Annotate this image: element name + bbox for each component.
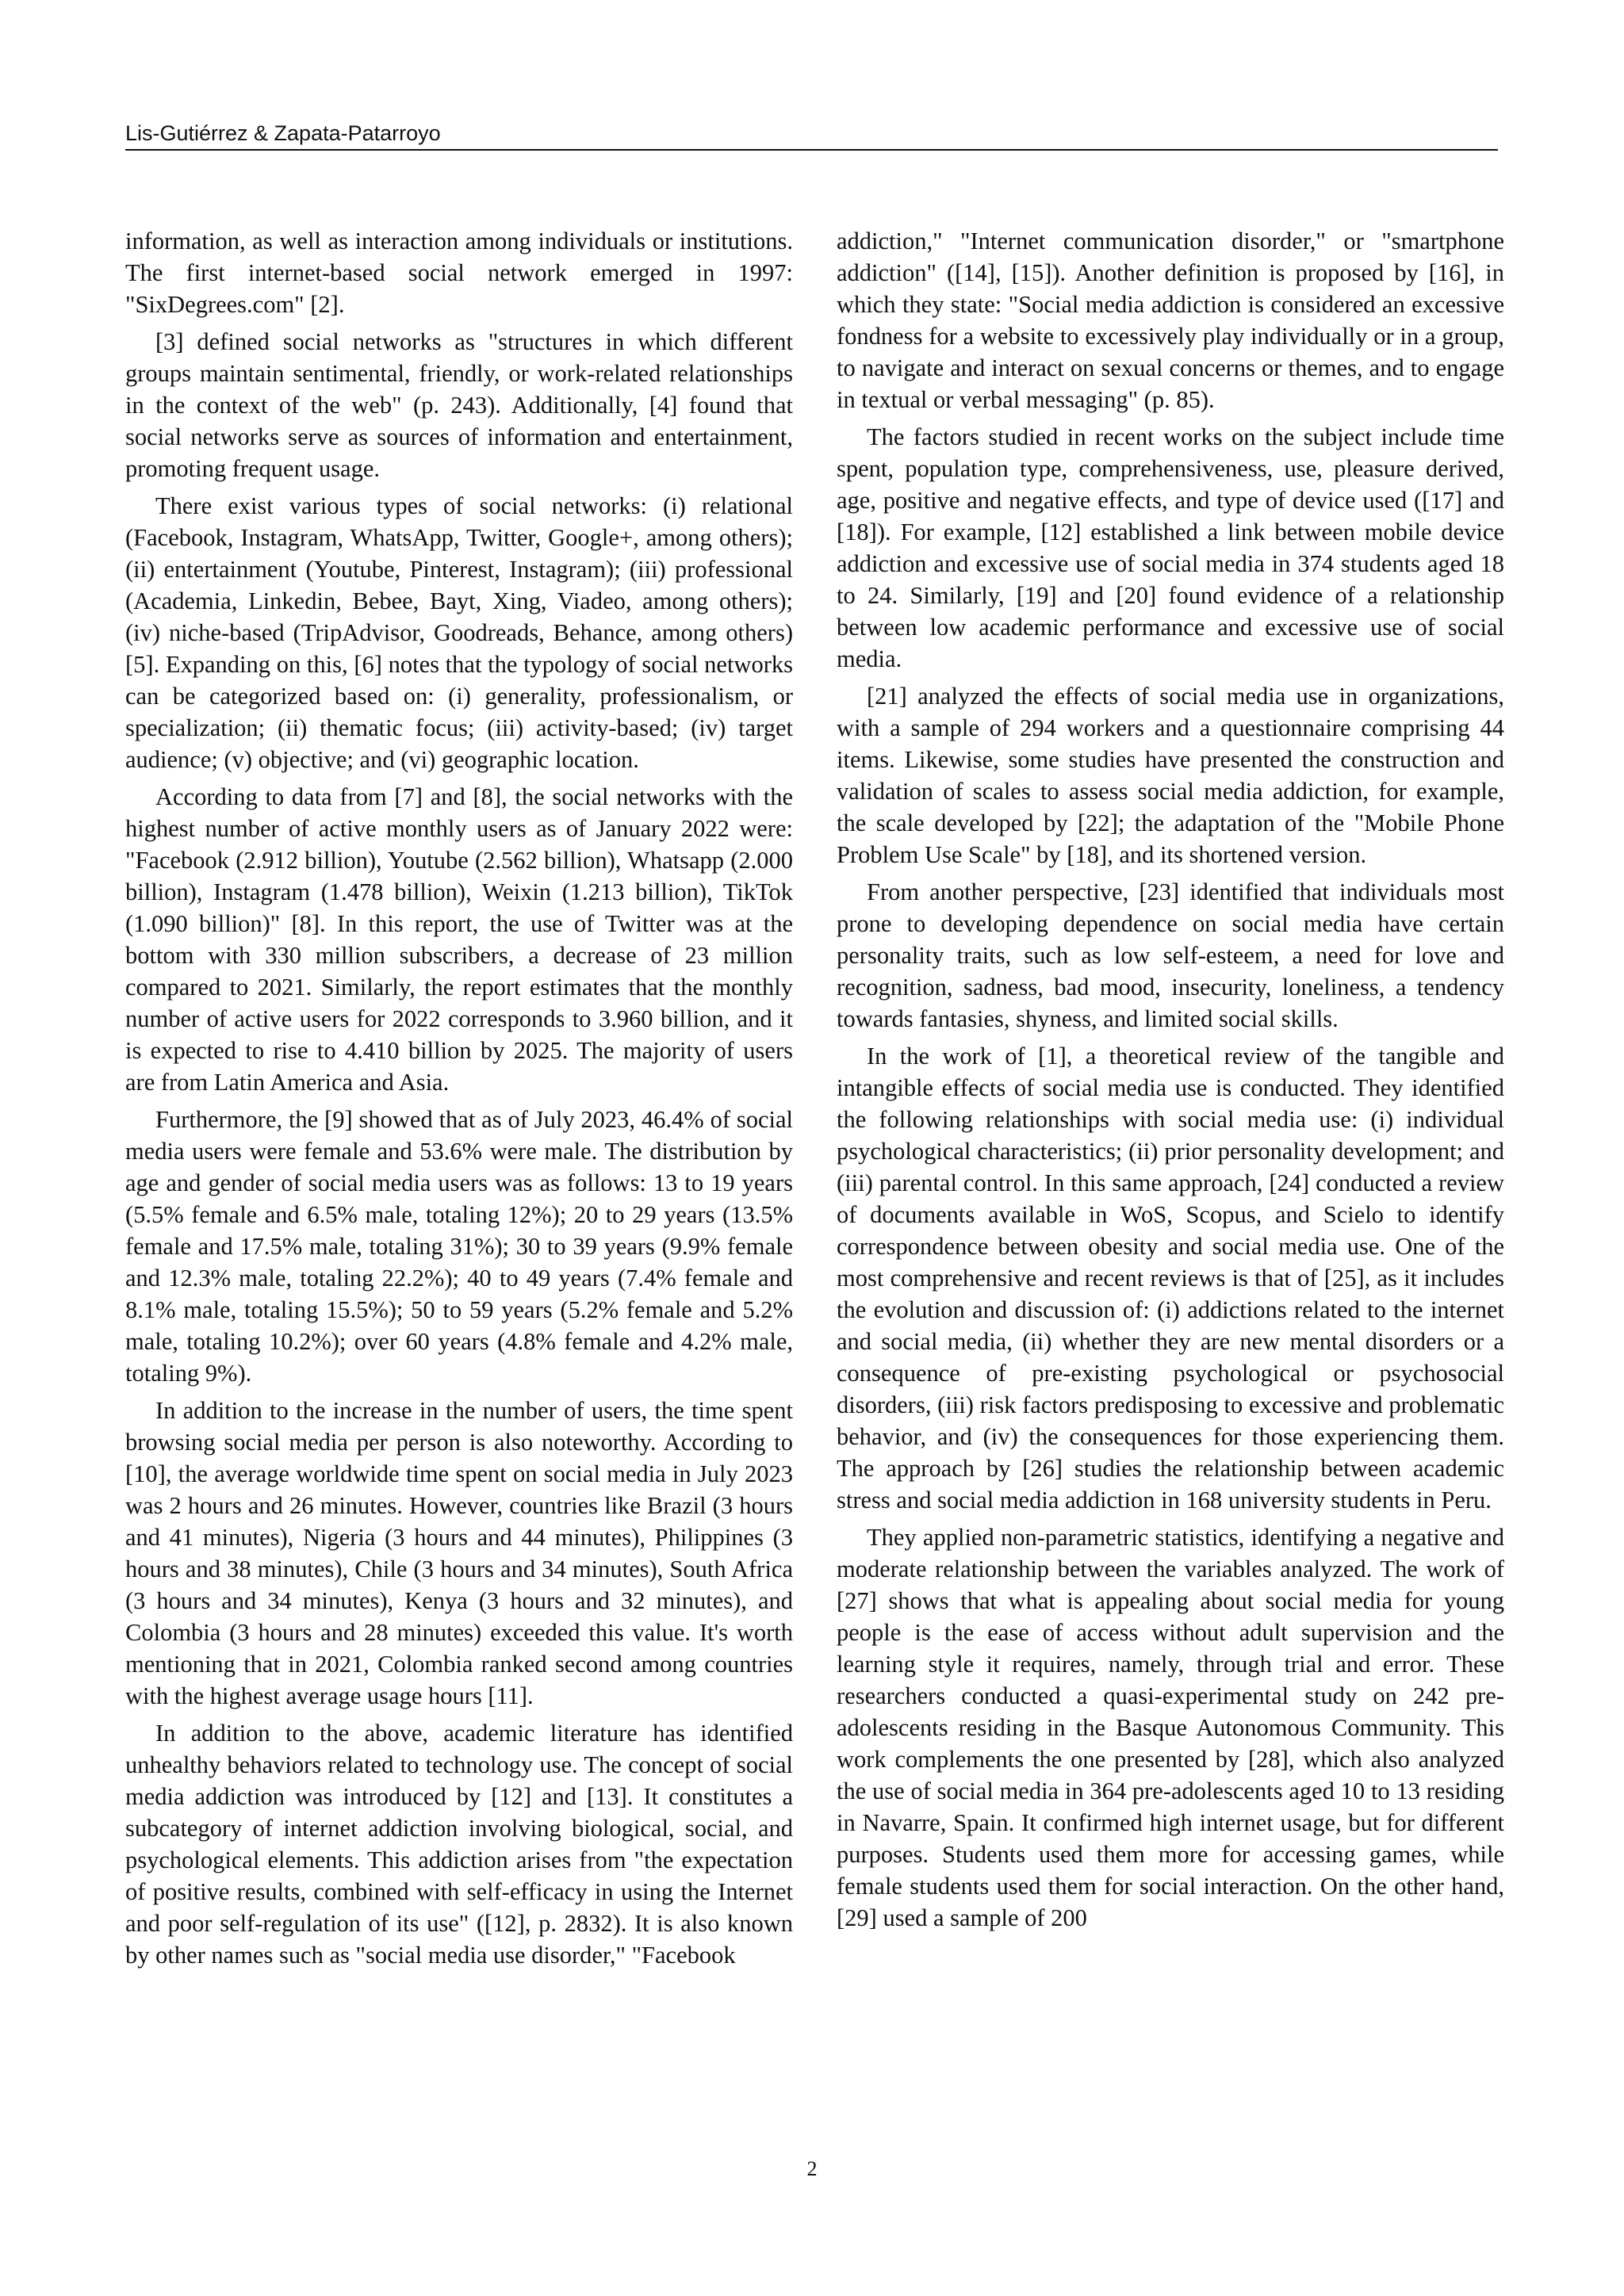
paragraph: According to data from [7] and [8], the social networks with the highest number of active monthly users as of January 2022 were: "Facebook (2.912 billion), Youtube (2.562 billion), Whatsapp (2.000 billion), Instagram (1.478 billion), Weixin (1.213 billion), TikTok (1.090 billion)" [8]. In this report, the use of Twitter was at the bottom with 330 million subscribers, a decrease of 23 million compared to 2021. Similarly, the report estimates that the monthly number of active users for 2022 corresponds to 3.960 billion, and it is expected to rise to 4.410 billion by 2025. The majority of users are from Latin America and Asia.	[125, 783, 793, 1096]
paragraph: [21] analyzed the effects of social media use in organizations, with a sample of 294 workers and a questionnaire comprising 44 items. Likewise, some studies have presented the construction and validation of scales to assess social media addiction, for example, the scale developed by [22]; the adaptation of the "Mobile Phone Problem Use Scale" by [18], and its shortened version.	[837, 683, 1504, 868]
page-number: 2	[806, 2157, 818, 2180]
paragraph: Furthermore, the [9] showed that as of July 2023, 46.4% of social media users were female and 53.6% were male. The distribution by age and gender of social media users was as follows: 13 to 19 years (5.5% female and 6.5% male, totaling 12%); 20 to 29 years (13.5% female and 17.5% male, totaling 31%); 30 to 39 years (9.9% female and 12.3% male, totaling 22.2%); 40 to 49 years (7.4% female and 8.1% male, totaling 15.5%); 50 to 59 years (5.2% female and 5.2% male, totaling 10.2%); over 60 years (4.8% female and 4.2% male, totaling 9%).	[125, 1106, 793, 1387]
paragraph: addiction," "Internet communication disorder," or "smartphone addiction" ([14], [15]). Another definition is proposed by [16], in which they state: "Social media addiction is considered an excessive fondness for a website to excessively play individually or in a group, to navigate and interact on sexual concerns or themes, and to engage in textual or verbal messaging" (p. 85).	[837, 228, 1504, 413]
left-column	[125, 225, 793, 1976]
paragraph: [3] defined social networks as "structures in which different groups maintain sentimental, friendly, or work-related relationships in the context of the web" (p. 243). Additionally, [4] found that social networks serve as sources of information and entertainment, promoting frequent usage.	[125, 328, 793, 482]
paragraph: In the work of [1], a theoretical review of the tangible and intangible effects of social media use is conducted. They identified the following relationships with social media use: (i) individual psychological characteristics; (ii) prior personality development; and (iii) parental control. In this same approach, [24] conducted a review of documents available in WoS, Scopus, and Scielo to identify correspondence between obesity and social media use. One of the most comprehensive and recent reviews is that of [25], as it includes the evolution and discussion of: (i) addictions related to the internet and social media, (ii) whether they are new mental disorders or a consequence of pre-existing psychological or psychosocial disorders, (iii) risk factors predisposing to excessive and problematic behavior, and (iv) the consequences for those experiencing them. The approach by [26] studies the relationship between academic stress and social media addiction in 168 university students in Peru.	[837, 1043, 1504, 1513]
paragraph: information, as well as interaction among individuals or institutions. The first internet-based social network emerged in 1997: "SixDegrees.com" [2].	[125, 228, 793, 318]
header-rule	[125, 149, 1498, 151]
paragraph: There exist various types of social networks: (i) relational (Facebook, Instagram, WhatsApp, Twitter, Google+, among others); (ii) entertainment (Youtube, Pinterest, Instagram); (iii) professional (Academia, Linkedin, Bebee, Bayt, Xing, Viadeo, among others); (iv) niche-based (TripAdvisor, Goodreads, Behance, among others) [5]. Expanding on this, [6] notes that the typology of social networks can be categorized based on: (i) generality, professionalism, or specialization; (ii) thematic focus; (iii) activity-based; (iv) target audience; (v) objective; and (vi) geographic location.	[125, 492, 793, 773]
paragraph: In addition to the above, academic literature has identified unhealthy behaviors related to technology use. The concept of social media addiction was introduced by [12] and [13]. It constitutes a subcategory of internet addiction involving biological, social, and psychological elements. This addiction arises from "the expectation of positive results, combined with self-efficacy in using the Internet and poor self-regulation of its use" ([12], p. 2832). It is also known by other names such as "social media use disorder," "Facebook	[125, 1720, 793, 1969]
paragraph: From another perspective, [23] identified that individuals most prone to developing dependence on social media have certain personality traits, such as low self-esteem, a need for love and recognition, sadness, bad mood, insecurity, loneliness, a tendency towards fantasies, shyness, and limited social skills.	[837, 878, 1504, 1032]
paragraph: They applied non-parametric statistics, identifying a negative and moderate relationship between the variables analyzed. The work of [27] shows that what is appealing about social media for young people is the ease of access without adult supervision and the learning style it requires, namely, through trial and error. These researchers conducted a quasi-experimental study on 242 pre-adolescents residing in the Basque Autonomous Community. This work complements the one presented by [28], which also analyzed the use of social media in 364 pre-adolescents aged 10 to 13 residing in Navarre, Spain. It confirmed high internet usage, but for different purposes. Students used them more for accessing games, while female students used them for social interaction. On the other hand, [29] used a sample of 200	[837, 1524, 1504, 1931]
paragraph: In addition to the increase in the number of users, the time spent browsing social media per person is also noteworthy. According to [10], the average worldwide time spent on social media in July 2023 was 2 hours and 26 minutes. However, countries like Brazil (3 hours and 41 minutes), Nigeria (3 hours and 44 minutes), Philippines (3 hours and 38 minutes), Chile (3 hours and 34 minutes), South Africa (3 hours and 34 minutes), Kenya (3 hours and 32 minutes), and Colombia (3 hours and 28 minutes) exceeded this value. It's worth mentioning that in 2021, Colombia ranked second among countries with the highest average usage hours [11].	[125, 1397, 793, 1709]
right-column	[837, 225, 1504, 1939]
running-head: Lis-Gutiérrez & Zapata-Patarroyo	[125, 121, 441, 145]
paragraph: The factors studied in recent works on the subject include time spent, population type, comprehensiveness, use, pleasure derived, age, positive and negative effects, and type of device used ([17] and [18]). For example, [12] established a link between mobile device addiction and excessive use of social media in 374 students aged 18 to 24. Similarly, [19] and [20] found evidence of a relationship between low academic performance and excessive use of social media.	[837, 423, 1504, 672]
